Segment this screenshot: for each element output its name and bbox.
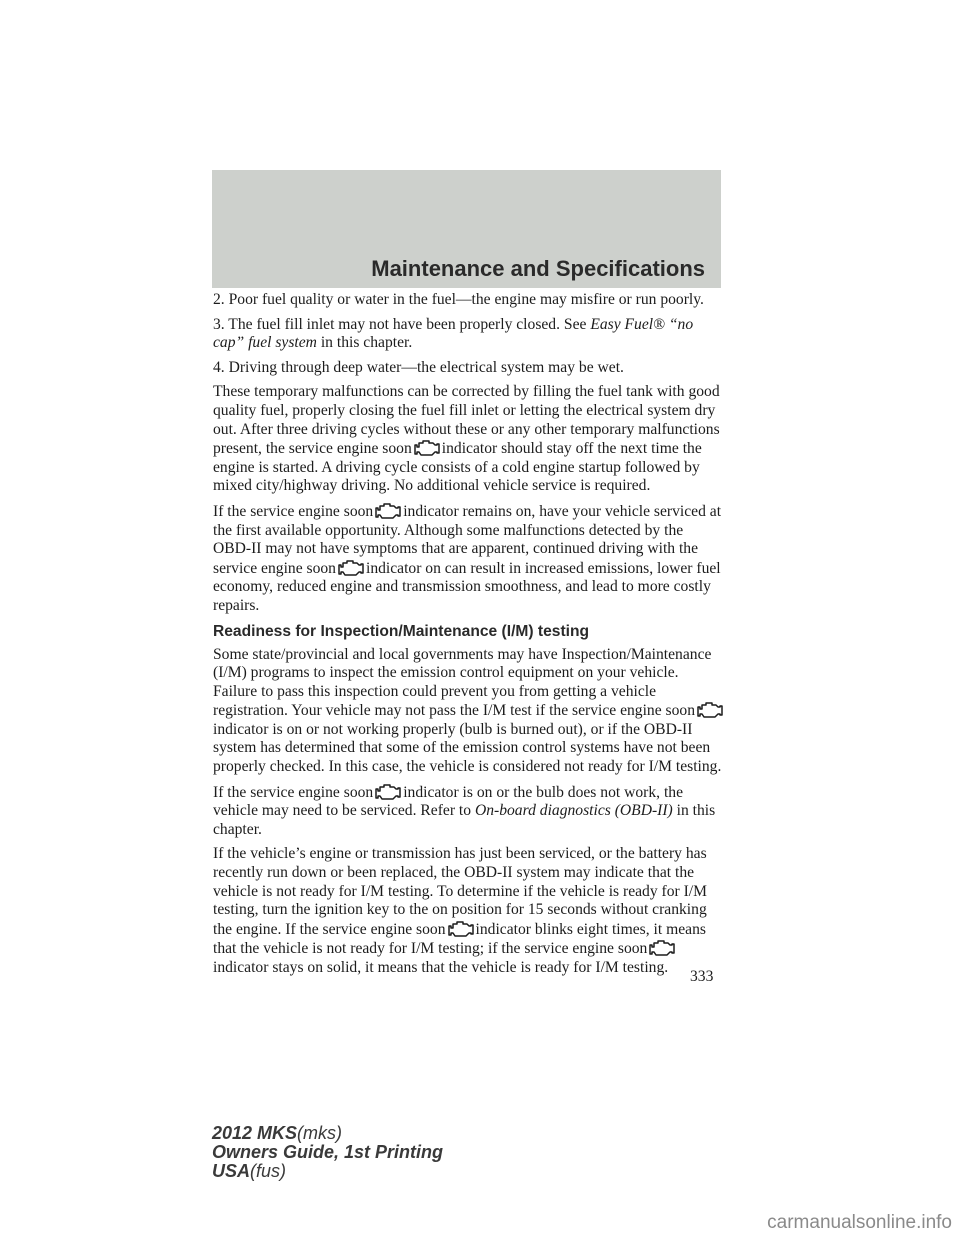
section-title: Maintenance and Specifications — [371, 256, 705, 281]
footer-region-line: USA(fus) — [212, 1161, 287, 1181]
paragraph-fuel-inlet: 3. The fuel fill inlet may not have been properly closed. See Easy Fuel® “no cap” fuel system in this chapter. — [213, 315, 694, 352]
engine-indicator-icon — [649, 939, 675, 957]
readiness-heading: Readiness for Inspection/Maintenance (I/M) testing — [213, 622, 590, 640]
obd-reference: On-board diagnostics (OBD-II) — [474, 802, 673, 820]
engine-indicator-icon — [375, 783, 401, 801]
easy-fuel-reference: Easy Fuel® “no cap” fuel system — [213, 315, 694, 352]
watermark: carmanualsonline.info — [767, 1212, 952, 1233]
paragraph-deep-water: 4. Driving through deep water—the electrical system may be wet. — [213, 358, 624, 376]
paragraph-readiness-check: If the vehicle’s engine or transmission has just been serviced, or the battery has recently run down or been replaced, the OBD-II system may indicate that the vehicle is not ready for I/M testing. To determine if the vehicle is ready for I/M testing, turn the ignition key to the on position for 15 seconds without cranking the engine. If the service engine soon indicator blinks eight times, it means that the vehicle is not ready for I/M testing; if the service engine soon indicator stays on solid, it means that the vehicle is ready for I/M testing. — [213, 845, 708, 976]
engine-indicator-icon — [448, 920, 474, 938]
paragraph-fuel-quality: 2. Poor fuel quality or water in the fuel—the engine may misfire or run poorly. — [213, 291, 704, 308]
paragraph-temporary-malfunctions: These temporary malfunctions can be corrected by filling the fuel tank with good quality fuel, properly closing the fuel fill inlet or letting the electrical system dry out. After three driving cycles without these or any other temporary malfunctions present, the service engine soon indicator should stay off the next time the engine is started. A driving cycle consists of a cold engine startup followed by mixed city/highway driving. No additional vehicle service is required. — [213, 383, 720, 495]
footer-guide-line: Owners Guide, 1st Printing — [212, 1142, 444, 1162]
manual-body — [213, 291, 725, 984]
section-header-band — [212, 170, 721, 288]
page-number: 333 — [690, 968, 714, 985]
engine-indicator-icon — [375, 502, 401, 520]
paragraph-bulb-not-working: If the service engine soon indicator is on or the bulb does not work, the vehicle may need to be serviced. Refer to On-board diagnostics (OBD-II) in this chapter. — [213, 783, 716, 838]
engine-indicator-icon — [697, 701, 723, 719]
paragraph-indicator-remains-on: If the service engine soon indicator remains on, have your vehicle serviced at the first available opportunity. Although some malfunctions detected by the OBD-II may not have symptoms that are apparent, continued driving with the service engine soon indicator on can result in increased emissions, lower fuel economy, reduced engine and transmission smoothness, and lead to more costly repairs. — [213, 502, 722, 614]
footer-model-line: 2012 MKS(mks) — [212, 1123, 343, 1143]
paragraph-im-programs: Some state/provincial and local governments may have Inspection/Maintenance (I/M) programs to inspect the emission control equipment on your vehicle. Failure to pass this inspection could prevent you from getting a vehicle registration. Your vehicle may not pass the I/M test if the service engine soon indicator is on or not working properly (bulb is burned out), or if the OBD-II system has determined that some of the emission control systems have not been properly checked. In this case, the vehicle is considered not ready for I/M testing. — [213, 645, 722, 776]
engine-indicator-icon — [338, 559, 364, 577]
print-footer — [212, 1124, 443, 1181]
engine-indicator-icon — [414, 439, 440, 457]
